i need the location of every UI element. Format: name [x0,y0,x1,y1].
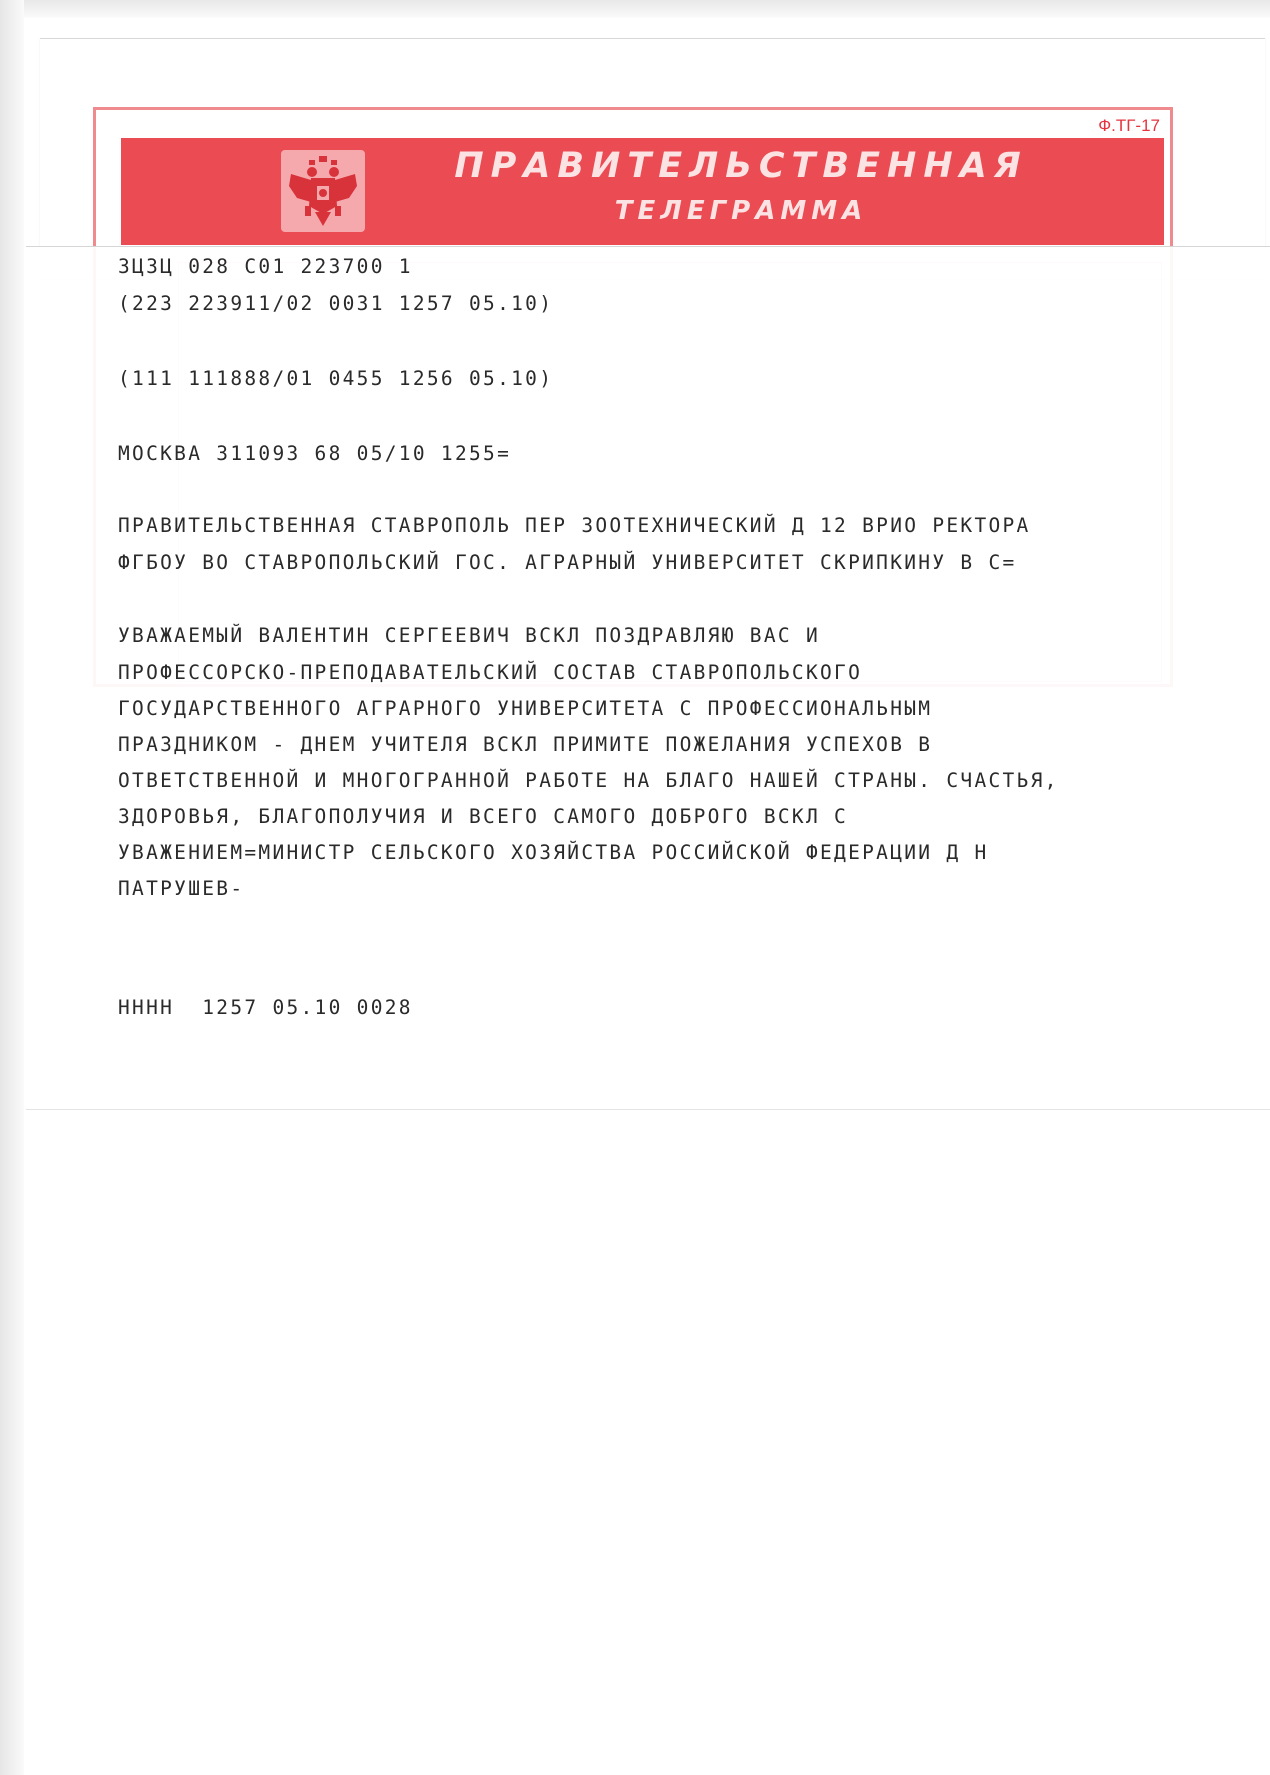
message-line: ПРАЗДНИКОМ - ДНЕМ УЧИТЕЛЯ ВСКЛ ПРИМИТЕ ПОЖЕЛАНИЯ УСПЕХОВ В [118,733,933,756]
message-line: ГОСУДАРСТВЕННОГО АГРАРНОГО УНИВЕРСИТЕТА С ПРОФЕССИОНАЛЬНЫМ [118,697,933,720]
message-line: ЗДОРОВЬЯ, БЛАГОПОЛУЧИЯ И ВСЕГО САМОГО ДОБРОГО ВСКЛ С [118,805,849,828]
signature-line: ПАТРУШЕВ- [118,877,245,900]
form-title: ПРАВИТЕЛЬСТВЕННАЯ [454,146,1028,186]
address-line: ФГБОУ ВО СТАВРОПОЛЬСКИЙ ГОС. АГРАРНЫЙ УНИВЕРСИТЕТ СКРИПКИНУ В С= [118,551,1017,574]
service-header-line: 3Ц3Ц 028 С01 223700 1 [118,255,413,278]
form-code: Ф.ТГ-17 [1098,116,1160,135]
message-line: УВАЖЕНИЕМ=МИНИСТР СЕЛЬСКОГО ХОЗЯЙСТВА РОССИЙСКОЙ ФЕДЕРАЦИИ Д Н [118,841,989,864]
coat-of-arms-icon [281,150,365,232]
route-line-2: (111 111888/01 0455 1256 05.10) [118,367,554,390]
form-subtitle: ТЕЛЕГРАММА [614,196,868,226]
scan-edge-left [0,0,24,1775]
header-banner [121,138,1164,245]
origin-line: МОСКВА 311093 68 05/10 1255= [118,442,512,465]
address-line: ПРАВИТЕЛЬСТВЕННАЯ СТАВРОПОЛЬ ПЕР ЗООТЕХНИЧЕСКИЙ Д 12 ВРИО РЕКТОРА [118,514,1031,537]
message-line: ПРОФЕССОРСКО-ПРЕПОДАВАТЕЛЬСКИЙ СОСТАВ СТАВРОПОЛЬСКОГО [118,661,863,684]
end-of-message-line: НННН 1257 05.10 0028 [118,996,413,1019]
scan-edge-top [0,0,1270,18]
route-line-1: (223 223911/02 0031 1257 05.10) [118,292,554,315]
message-line: УВАЖАЕМЫЙ ВАЛЕНТИН СЕРГЕЕВИЧ ВСКЛ ПОЗДРАВЛЯЮ ВАС И [118,624,820,647]
message-line: ОТВЕТСТВЕННОЙ И МНОГОГРАННОЙ РАБОТЕ НА БЛАГО НАШЕЙ СТРАНЫ. СЧАСТЬЯ, [118,769,1059,792]
